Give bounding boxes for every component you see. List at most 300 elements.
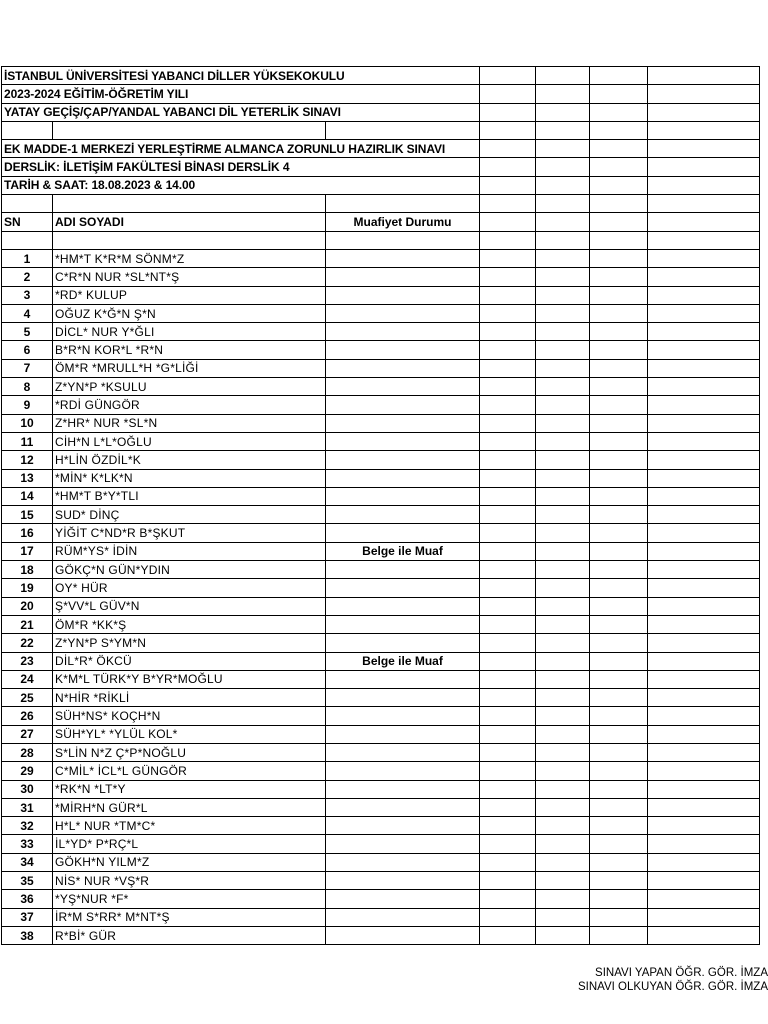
empty-cell xyxy=(536,359,590,377)
empty-cell xyxy=(590,798,648,816)
empty-cell xyxy=(536,597,590,615)
empty-cell xyxy=(590,542,648,560)
empty-cell xyxy=(536,835,590,853)
student-name: *HM*T K*R*M SÖNM*Z xyxy=(53,249,326,267)
empty-cell xyxy=(480,396,536,414)
exemption-status xyxy=(326,432,480,450)
student-name: K*M*L TÜRK*Y B*YR*MOĞLU xyxy=(53,670,326,688)
empty-cell xyxy=(536,451,590,469)
empty-cell xyxy=(536,561,590,579)
empty-cell xyxy=(648,652,760,670)
row-number: 28 xyxy=(2,743,53,761)
table-row xyxy=(2,872,760,890)
row-number: 35 xyxy=(2,872,53,890)
column-header-name: ADI SOYADI xyxy=(53,213,326,231)
table-row xyxy=(2,597,760,615)
empty-cell xyxy=(590,872,648,890)
exemption-status xyxy=(326,359,480,377)
empty-cell xyxy=(648,506,760,524)
student-name: Z*YN*P S*YM*N xyxy=(53,634,326,652)
empty-cell xyxy=(480,487,536,505)
table-row xyxy=(2,670,760,688)
exemption-status xyxy=(326,597,480,615)
exemption-status xyxy=(326,707,480,725)
header-row-5 xyxy=(2,158,760,176)
table-row xyxy=(2,743,760,761)
table-row xyxy=(2,853,760,871)
exemption-status xyxy=(326,579,480,597)
table-row xyxy=(2,579,760,597)
exemption-status xyxy=(326,725,480,743)
empty-cell xyxy=(590,451,648,469)
empty-cell xyxy=(648,926,760,944)
row-number: 31 xyxy=(2,798,53,816)
empty-cell xyxy=(590,487,648,505)
empty-cell xyxy=(536,725,590,743)
empty-cell xyxy=(536,396,590,414)
header-row-2 xyxy=(2,85,760,103)
empty-cell xyxy=(536,286,590,304)
table-row xyxy=(2,304,760,322)
empty-cell xyxy=(536,908,590,926)
empty-cell xyxy=(648,743,760,761)
empty-cell xyxy=(480,652,536,670)
exemption-status xyxy=(326,926,480,944)
empty-cell xyxy=(590,670,648,688)
table-row xyxy=(2,926,760,944)
exemption-status xyxy=(326,853,480,871)
table-row xyxy=(2,780,760,798)
empty-cell xyxy=(536,268,590,286)
empty-cell xyxy=(648,634,760,652)
row-number: 20 xyxy=(2,597,53,615)
row-number: 7 xyxy=(2,359,53,377)
empty-cell xyxy=(648,579,760,597)
student-name: *RK*N *LT*Y xyxy=(53,780,326,798)
empty-cell xyxy=(480,451,536,469)
empty-cell xyxy=(480,268,536,286)
empty-cell xyxy=(648,414,760,432)
empty-cell xyxy=(590,835,648,853)
exemption-status xyxy=(326,689,480,707)
table-row xyxy=(2,634,760,652)
student-name: OY* HÜR xyxy=(53,579,326,597)
empty-cell xyxy=(648,597,760,615)
table-row xyxy=(2,469,760,487)
header-row-4 xyxy=(2,140,760,158)
table-row xyxy=(2,652,760,670)
empty-cell xyxy=(590,469,648,487)
empty-cell xyxy=(536,670,590,688)
exemption-status xyxy=(326,561,480,579)
empty-cell xyxy=(480,249,536,267)
row-number: 6 xyxy=(2,341,53,359)
row-number: 5 xyxy=(2,323,53,341)
empty-cell xyxy=(536,689,590,707)
empty-cell xyxy=(648,780,760,798)
table-row xyxy=(2,451,760,469)
table-row xyxy=(2,249,760,267)
empty-cell xyxy=(648,378,760,396)
empty-cell xyxy=(480,524,536,542)
header-row-1 xyxy=(2,67,760,85)
empty-cell xyxy=(590,506,648,524)
blank-row xyxy=(2,121,760,139)
empty-cell xyxy=(648,615,760,633)
empty-cell xyxy=(648,689,760,707)
student-name: DİCL* NUR Y*ĞLI xyxy=(53,323,326,341)
empty-cell xyxy=(536,414,590,432)
row-number: 38 xyxy=(2,926,53,944)
row-number: 10 xyxy=(2,414,53,432)
empty-cell xyxy=(648,323,760,341)
table-row xyxy=(2,561,760,579)
empty-cell xyxy=(590,579,648,597)
empty-cell xyxy=(648,396,760,414)
empty-cell xyxy=(480,670,536,688)
column-header-sn: SN xyxy=(2,213,53,231)
exam-subtitle: EK MADDE-1 MERKEZİ YERLEŞTİRME ALMANCA ZORUNLU HAZIRLIK SINAVI xyxy=(2,140,480,158)
empty-cell xyxy=(536,432,590,450)
row-number: 26 xyxy=(2,707,53,725)
empty-cell xyxy=(536,524,590,542)
empty-cell xyxy=(648,524,760,542)
empty-cell xyxy=(648,725,760,743)
row-number: 11 xyxy=(2,432,53,450)
exemption-status xyxy=(326,414,480,432)
empty-cell xyxy=(648,249,760,267)
empty-cell xyxy=(480,615,536,633)
row-number: 30 xyxy=(2,780,53,798)
empty-cell xyxy=(648,487,760,505)
row-number: 33 xyxy=(2,835,53,853)
empty-cell xyxy=(648,341,760,359)
table-row xyxy=(2,268,760,286)
empty-cell xyxy=(590,890,648,908)
empty-cell xyxy=(648,286,760,304)
empty-cell xyxy=(590,286,648,304)
empty-cell xyxy=(648,268,760,286)
empty-cell xyxy=(536,615,590,633)
empty-cell xyxy=(536,304,590,322)
table-row xyxy=(2,524,760,542)
empty-cell xyxy=(648,817,760,835)
empty-cell xyxy=(648,908,760,926)
empty-cell xyxy=(536,249,590,267)
table-row xyxy=(2,506,760,524)
table-row xyxy=(2,908,760,926)
empty-cell xyxy=(590,341,648,359)
table-row xyxy=(2,707,760,725)
academic-year: 2023-2024 EĞİTİM-ÖĞRETİM YILI xyxy=(2,85,480,103)
student-name: OĞUZ K*Ğ*N Ş*N xyxy=(53,304,326,322)
empty-cell xyxy=(590,652,648,670)
exemption-status xyxy=(326,451,480,469)
student-name: *HM*T B*Y*TLI xyxy=(53,487,326,505)
empty-cell xyxy=(648,542,760,560)
student-name: Z*HR* NUR *SL*N xyxy=(53,414,326,432)
empty-cell xyxy=(590,780,648,798)
empty-cell xyxy=(590,762,648,780)
empty-cell xyxy=(590,743,648,761)
blank-row xyxy=(2,195,760,213)
empty-cell xyxy=(590,725,648,743)
empty-cell xyxy=(590,249,648,267)
empty-cell xyxy=(536,890,590,908)
empty-cell xyxy=(536,798,590,816)
empty-cell xyxy=(480,542,536,560)
row-number: 14 xyxy=(2,487,53,505)
header-row-3 xyxy=(2,103,760,121)
empty-cell xyxy=(590,378,648,396)
empty-cell xyxy=(480,926,536,944)
roster-body xyxy=(2,67,760,945)
empty-cell xyxy=(480,780,536,798)
table-row xyxy=(2,414,760,432)
row-number: 37 xyxy=(2,908,53,926)
exemption-status xyxy=(326,817,480,835)
empty-cell xyxy=(590,615,648,633)
exemption-status xyxy=(326,378,480,396)
table-row xyxy=(2,341,760,359)
empty-cell xyxy=(648,469,760,487)
student-name: RÜM*YS* İDİN xyxy=(53,542,326,560)
student-name: SÜH*YL* *YLÜL KOL* xyxy=(53,725,326,743)
student-name: SUD* DİNÇ xyxy=(53,506,326,524)
exemption-status xyxy=(326,780,480,798)
row-number: 9 xyxy=(2,396,53,414)
empty-cell xyxy=(590,597,648,615)
exemption-status xyxy=(326,908,480,926)
empty-cell xyxy=(536,652,590,670)
row-number: 29 xyxy=(2,762,53,780)
empty-cell xyxy=(536,872,590,890)
empty-cell xyxy=(648,432,760,450)
empty-cell xyxy=(648,835,760,853)
empty-cell xyxy=(480,890,536,908)
empty-cell xyxy=(648,890,760,908)
empty-cell xyxy=(536,762,590,780)
row-number: 32 xyxy=(2,817,53,835)
row-number: 15 xyxy=(2,506,53,524)
row-number: 3 xyxy=(2,286,53,304)
student-name: N*HİR *RİKLİ xyxy=(53,689,326,707)
exemption-status xyxy=(326,872,480,890)
empty-cell xyxy=(480,414,536,432)
row-number: 25 xyxy=(2,689,53,707)
empty-cell xyxy=(590,432,648,450)
table-row xyxy=(2,286,760,304)
empty-cell xyxy=(590,304,648,322)
empty-cell xyxy=(480,432,536,450)
student-name: *RDİ GÜNGÖR xyxy=(53,396,326,414)
row-number: 19 xyxy=(2,579,53,597)
row-number: 23 xyxy=(2,652,53,670)
exemption-status xyxy=(326,615,480,633)
empty-cell xyxy=(590,634,648,652)
empty-cell xyxy=(536,634,590,652)
student-name: C*R*N NUR *SL*NT*Ş xyxy=(53,268,326,286)
empty-cell xyxy=(648,853,760,871)
empty-cell xyxy=(536,579,590,597)
table-row xyxy=(2,890,760,908)
blank-row xyxy=(2,231,760,249)
student-name: SÜH*NS* KOÇH*N xyxy=(53,707,326,725)
exemption-status xyxy=(326,835,480,853)
empty-cell xyxy=(480,689,536,707)
exemption-status xyxy=(326,341,480,359)
student-name: H*L* NUR *TM*C* xyxy=(53,817,326,835)
empty-cell xyxy=(536,323,590,341)
empty-cell xyxy=(648,561,760,579)
institution-title: İSTANBUL ÜNİVERSİTESİ YABANCI DİLLER YÜKSEKOKULU xyxy=(2,67,480,85)
empty-cell xyxy=(590,414,648,432)
empty-cell xyxy=(648,304,760,322)
exemption-status: Belge ile Muaf xyxy=(326,652,480,670)
student-name: S*LİN N*Z Ç*P*NOĞLU xyxy=(53,743,326,761)
student-name: Z*YN*P *KSULU xyxy=(53,378,326,396)
empty-cell xyxy=(480,378,536,396)
exemption-status xyxy=(326,506,480,524)
empty-cell xyxy=(590,707,648,725)
empty-cell xyxy=(590,817,648,835)
table-row xyxy=(2,432,760,450)
exemption-status xyxy=(326,798,480,816)
row-number: 13 xyxy=(2,469,53,487)
empty-cell xyxy=(536,506,590,524)
row-number: 16 xyxy=(2,524,53,542)
student-name: H*LİN ÖZDİL*K xyxy=(53,451,326,469)
date-time-info: TARİH & SAAT: 18.08.2023 & 14.00 xyxy=(2,176,480,194)
exam-title: YATAY GEÇİŞ/ÇAP/YANDAL YABANCI DİL YETERLİK SINAVI xyxy=(2,103,480,121)
empty-cell xyxy=(590,359,648,377)
exemption-status xyxy=(326,323,480,341)
row-number: 2 xyxy=(2,268,53,286)
student-name: NİS* NUR *VŞ*R xyxy=(53,872,326,890)
empty-cell xyxy=(648,359,760,377)
exemption-status xyxy=(326,286,480,304)
row-number: 1 xyxy=(2,249,53,267)
column-header-status: Muafiyet Durumu xyxy=(326,213,480,231)
student-name: *MİRH*N GÜR*L xyxy=(53,798,326,816)
empty-cell xyxy=(480,341,536,359)
student-name: C*MİL* İCL*L GÜNGÖR xyxy=(53,762,326,780)
empty-cell xyxy=(480,304,536,322)
empty-cell xyxy=(648,707,760,725)
table-row xyxy=(2,615,760,633)
empty-cell xyxy=(480,286,536,304)
exemption-status xyxy=(326,670,480,688)
empty-cell xyxy=(480,853,536,871)
exemption-status xyxy=(326,762,480,780)
empty-cell xyxy=(536,780,590,798)
table-row xyxy=(2,378,760,396)
column-header-row xyxy=(2,213,760,231)
table-row xyxy=(2,835,760,853)
empty-cell xyxy=(480,634,536,652)
empty-cell xyxy=(480,579,536,597)
exemption-status xyxy=(326,249,480,267)
examiner-signature-label: SINAVI YAPAN ÖĞR. GÖR. İMZA xyxy=(595,967,768,979)
empty-cell xyxy=(648,670,760,688)
empty-cell xyxy=(480,743,536,761)
exam-roster-table xyxy=(1,66,760,945)
exemption-status xyxy=(326,469,480,487)
empty-cell xyxy=(536,853,590,871)
empty-cell xyxy=(536,707,590,725)
table-row xyxy=(2,798,760,816)
empty-cell xyxy=(590,396,648,414)
exemption-status xyxy=(326,268,480,286)
student-name: DİL*R* ÖKCÜ xyxy=(53,652,326,670)
row-number: 12 xyxy=(2,451,53,469)
empty-cell xyxy=(480,908,536,926)
empty-cell xyxy=(590,926,648,944)
empty-cell xyxy=(480,762,536,780)
table-row xyxy=(2,323,760,341)
exemption-status xyxy=(326,743,480,761)
empty-cell xyxy=(480,725,536,743)
row-number: 34 xyxy=(2,853,53,871)
empty-cell xyxy=(480,506,536,524)
row-number: 24 xyxy=(2,670,53,688)
empty-cell xyxy=(536,817,590,835)
table-row xyxy=(2,762,760,780)
empty-cell xyxy=(536,341,590,359)
empty-cell xyxy=(480,835,536,853)
student-name: B*R*N KOR*L *R*N xyxy=(53,341,326,359)
empty-cell xyxy=(648,798,760,816)
empty-cell xyxy=(536,487,590,505)
table-row xyxy=(2,725,760,743)
student-name: ÖM*R *MRULL*H *G*LİĞİ xyxy=(53,359,326,377)
student-name: YİĞİT C*ND*R B*ŞKUT xyxy=(53,524,326,542)
table-row xyxy=(2,817,760,835)
empty-cell xyxy=(480,359,536,377)
exemption-status xyxy=(326,634,480,652)
student-name: *YŞ*NUR *F* xyxy=(53,890,326,908)
row-number: 8 xyxy=(2,378,53,396)
exemption-status xyxy=(326,304,480,322)
proctor-signature-label: SINAVI OLKUYAN ÖĞR. GÖR. İMZA xyxy=(578,981,768,993)
row-number: 36 xyxy=(2,890,53,908)
empty-cell xyxy=(536,926,590,944)
exemption-status xyxy=(326,524,480,542)
student-name: İR*M S*RR* M*NT*Ş xyxy=(53,908,326,926)
empty-cell xyxy=(590,323,648,341)
student-name: *RD* KULUP xyxy=(53,286,326,304)
row-number: 4 xyxy=(2,304,53,322)
empty-cell xyxy=(590,908,648,926)
table-row xyxy=(2,689,760,707)
row-number: 17 xyxy=(2,542,53,560)
row-number: 21 xyxy=(2,615,53,633)
table-row xyxy=(2,396,760,414)
student-name: Ş*VV*L GÜV*N xyxy=(53,597,326,615)
exemption-status xyxy=(326,487,480,505)
empty-cell xyxy=(480,469,536,487)
empty-cell xyxy=(480,323,536,341)
empty-cell xyxy=(536,378,590,396)
row-number: 27 xyxy=(2,725,53,743)
empty-cell xyxy=(536,469,590,487)
empty-cell xyxy=(648,451,760,469)
empty-cell xyxy=(480,798,536,816)
empty-cell xyxy=(590,524,648,542)
empty-cell xyxy=(590,853,648,871)
table-row xyxy=(2,542,760,560)
empty-cell xyxy=(590,561,648,579)
